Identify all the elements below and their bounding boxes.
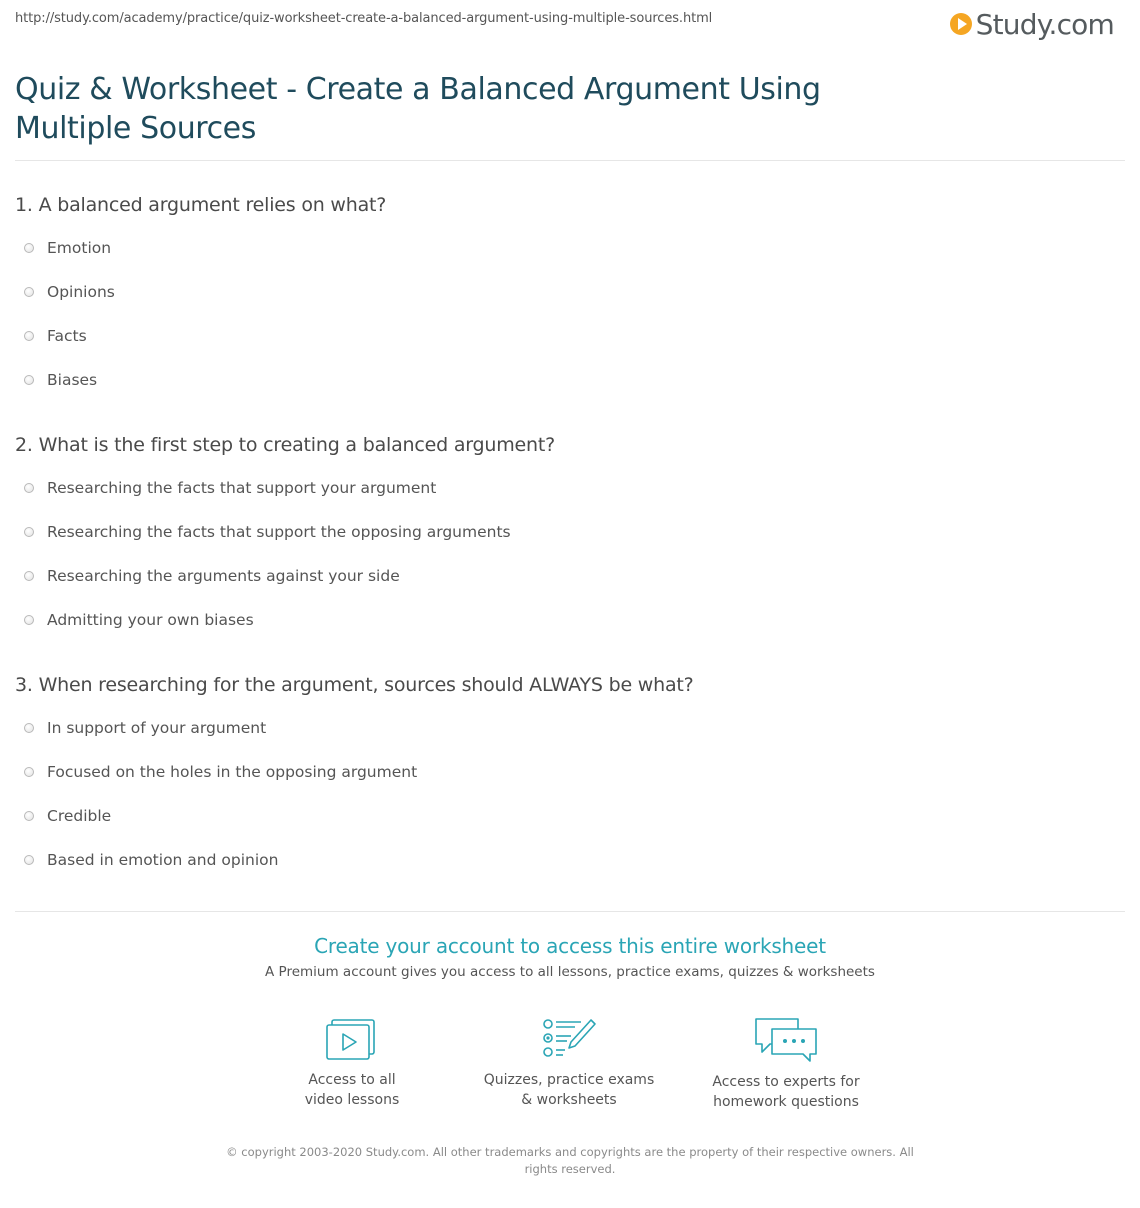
answer-option[interactable]: [24, 479, 436, 497]
radio-button[interactable]: [24, 527, 34, 537]
study-logo[interactable]: [950, 6, 1114, 42]
answer-option[interactable]: [24, 851, 278, 869]
copyright-notice: © copyright 2003-2020 Study.com. All other trademarks and copyrights are the property of their respective owners. All rights reserved.: [226, 1145, 914, 1176]
question-2: 2. What is the first step to creating a balanced argument?: [15, 434, 556, 456]
chat-bubbles-icon: [754, 1016, 818, 1062]
answer-label: Opinions: [47, 283, 115, 301]
answer-option[interactable]: [24, 327, 87, 345]
page-url: http://study.com/academy/practice/quiz-worksheet-create-a-balanced-argument-using-multiple-sources.html: [15, 11, 713, 26]
radio-button[interactable]: [24, 287, 34, 297]
answer-option[interactable]: [24, 807, 111, 825]
video-lesson-icon: [326, 1016, 378, 1060]
radio-button[interactable]: [24, 331, 34, 341]
feature-label-line: Access to experts for: [712, 1074, 860, 1090]
answer-label: Admitting your own biases: [47, 611, 254, 629]
answer-label: Emotion: [47, 239, 112, 257]
divider: [15, 160, 1125, 161]
answer-option[interactable]: [24, 611, 254, 629]
radio-button[interactable]: [24, 811, 34, 821]
answer-option[interactable]: [24, 371, 97, 389]
radio-button[interactable]: [24, 615, 34, 625]
feature-label-line: & worksheets: [521, 1092, 617, 1108]
radio-button[interactable]: [24, 243, 34, 253]
answer-label: Researching the facts that support the opposing arguments: [47, 523, 511, 541]
study-logo-icon: [950, 13, 972, 35]
answer-option[interactable]: [24, 763, 417, 781]
feature-label-line: homework questions: [713, 1094, 859, 1110]
answer-option[interactable]: [24, 523, 511, 541]
create-account-link[interactable]: Create your account to access this entire worksheet: [314, 934, 826, 958]
radio-button[interactable]: [24, 767, 34, 777]
feature-experts: [686, 1016, 886, 1112]
answer-label: Facts: [47, 327, 87, 345]
radio-button[interactable]: [24, 723, 34, 733]
divider: [15, 911, 1125, 912]
radio-button[interactable]: [24, 375, 34, 385]
radio-button[interactable]: [24, 571, 34, 581]
answer-label: Biases: [47, 371, 98, 389]
feature-label-line: Access to all: [308, 1072, 396, 1088]
answer-label: Focused on the holes in the opposing argument: [47, 763, 418, 781]
question-1: 1. A balanced argument relies on what?: [15, 194, 387, 216]
answer-label: Based in emotion and opinion: [47, 851, 279, 869]
radio-button[interactable]: [24, 483, 34, 493]
feature-quizzes: [469, 1016, 669, 1110]
feature-label-line: video lessons: [304, 1092, 400, 1108]
page-title: Quiz & Worksheet - Create a Balanced Argument Using Multiple Sources: [15, 72, 821, 146]
quiz-checklist-icon: [541, 1016, 597, 1060]
answer-option[interactable]: [24, 283, 115, 301]
answer-label: In support of your argument: [47, 719, 267, 737]
feature-video-lessons: [252, 1016, 452, 1110]
study-logo-text: Study.com: [975, 7, 1114, 41]
radio-button[interactable]: [24, 855, 34, 865]
answer-label: Researching the facts that support your argument: [47, 479, 437, 497]
answer-option[interactable]: [24, 567, 400, 585]
answer-option[interactable]: [24, 239, 111, 257]
answer-label: Credible: [47, 807, 112, 825]
question-3: 3. When researching for the argument, sources should ALWAYS be what?: [15, 674, 694, 696]
answer-label: Researching the arguments against your side: [47, 567, 400, 585]
premium-description: A Premium account gives you access to all lessons, practice exams, quizzes & worksheets: [265, 964, 875, 980]
answer-option[interactable]: [24, 719, 266, 737]
feature-label-line: Quizzes, practice exams: [483, 1072, 655, 1088]
